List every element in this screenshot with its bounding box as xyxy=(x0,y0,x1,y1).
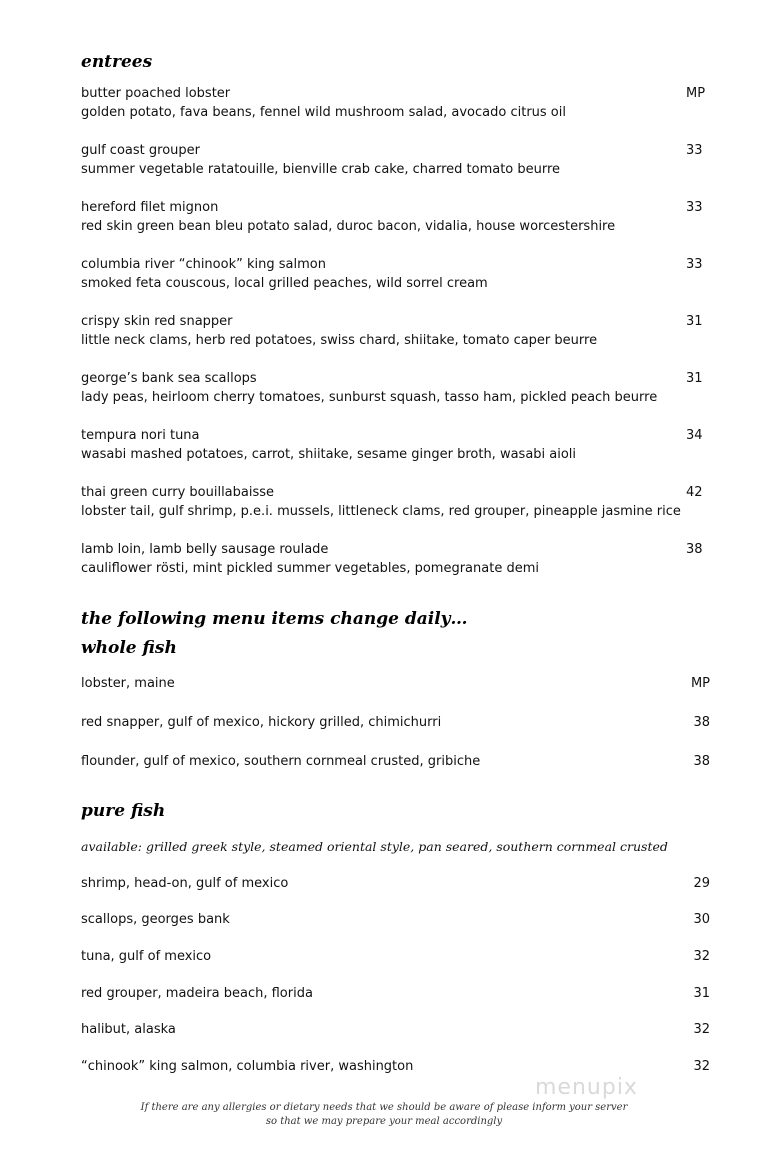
entree-price: MP xyxy=(686,86,706,101)
entree-description: lobster tail, gulf shrimp, p.e.i. mussels, littleneck clams, red grouper, pineapple jasmine rice xyxy=(81,504,681,519)
entree-name: gulf coast grouper xyxy=(81,143,200,158)
pure-fish-name: scallops, georges bank xyxy=(81,912,230,927)
entree-description: golden potato, fava beans, fennel wild mushroom salad, avocado citrus oil xyxy=(81,105,566,120)
entree-price: 33 xyxy=(686,257,703,272)
entree-name: lamb loin, lamb belly sausage roulade xyxy=(81,542,329,557)
whole-fish-name: flounder, gulf of mexico, southern cornmeal crusted, gribiche xyxy=(81,754,481,769)
entree-description: smoked feta couscous, local grilled peaches, wild sorrel cream xyxy=(81,276,488,291)
entree-description: wasabi mashed potatoes, carrot, shiitake, sesame ginger broth, wasabi aioli xyxy=(81,447,577,462)
entree-price: 33 xyxy=(686,200,703,215)
entree-name: george’s bank sea scallops xyxy=(81,371,257,386)
pure-fish-price: 32 xyxy=(693,1059,710,1074)
entree-name: thai green curry bouillabaisse xyxy=(81,485,275,500)
pure-fish-name: shrimp, head-on, gulf of mexico xyxy=(81,876,289,891)
whole-fish-price: 38 xyxy=(693,715,710,730)
whole-fish-price: MP xyxy=(690,676,710,691)
whole-fish-heading: whole fish xyxy=(81,638,177,658)
pure-fish-name: tuna, gulf of mexico xyxy=(81,949,212,964)
entree-name: tempura nori tuna xyxy=(81,428,200,443)
entree-price: 42 xyxy=(686,485,703,500)
entree-name: hereford filet mignon xyxy=(81,200,219,215)
whole-fish-name: red snapper, gulf of mexico, hickory grilled, chimichurri xyxy=(81,715,442,730)
entree-description: cauliflower rösti, mint pickled summer vegetables, pomegranate demi xyxy=(81,561,539,576)
daily-items-heading: the following menu items change daily… xyxy=(81,609,468,629)
entree-name: crispy skin red snapper xyxy=(81,314,233,329)
entree-description: little neck clams, herb red potatoes, swiss chard, shiitake, tomato caper beurre xyxy=(81,333,598,348)
entree-price: 33 xyxy=(686,143,703,158)
entree-price: 31 xyxy=(686,314,703,329)
allergy-notice-line-1: If there are any allergies or dietary needs that we should be aware of please inform your server xyxy=(140,1102,628,1113)
pure-fish-price: 32 xyxy=(693,1022,710,1037)
pure-fish-price: 32 xyxy=(693,949,710,964)
pure-fish-price: 30 xyxy=(693,912,710,927)
pure-fish-name: “chinook” king salmon, columbia river, washington xyxy=(81,1059,414,1074)
pure-fish-price: 29 xyxy=(693,876,710,891)
entree-description: summer vegetable ratatouille, bienville crab cake, charred tomato beurre xyxy=(81,162,561,177)
entree-name: butter poached lobster xyxy=(81,86,231,101)
pure-fish-heading: pure fish xyxy=(81,801,166,821)
whole-fish-price: 38 xyxy=(693,754,710,769)
entree-price: 34 xyxy=(686,428,703,443)
pure-fish-price: 31 xyxy=(693,986,710,1001)
entree-price: 38 xyxy=(686,542,703,557)
preparation-styles-note: available: grilled greek style, steamed oriental style, pan seared, southern cornmeal crusted xyxy=(81,839,668,854)
entree-description: red skin green bean bleu potato salad, duroc bacon, vidalia, house worcestershire xyxy=(81,219,616,234)
menupix-watermark: menupix xyxy=(535,1075,638,1100)
entree-price: 31 xyxy=(686,371,703,386)
pure-fish-name: red grouper, madeira beach, florida xyxy=(81,986,313,1001)
entree-description: lady peas, heirloom cherry tomatoes, sunburst squash, tasso ham, pickled peach beurre xyxy=(81,390,658,405)
entree-name: columbia river “chinook” king salmon xyxy=(81,257,326,272)
whole-fish-name: lobster, maine xyxy=(81,676,175,691)
entrees-heading: entrees xyxy=(81,52,153,72)
allergy-notice-line-2: so that we may prepare your meal accordingly xyxy=(265,1116,503,1127)
pure-fish-name: halibut, alaska xyxy=(81,1022,176,1037)
